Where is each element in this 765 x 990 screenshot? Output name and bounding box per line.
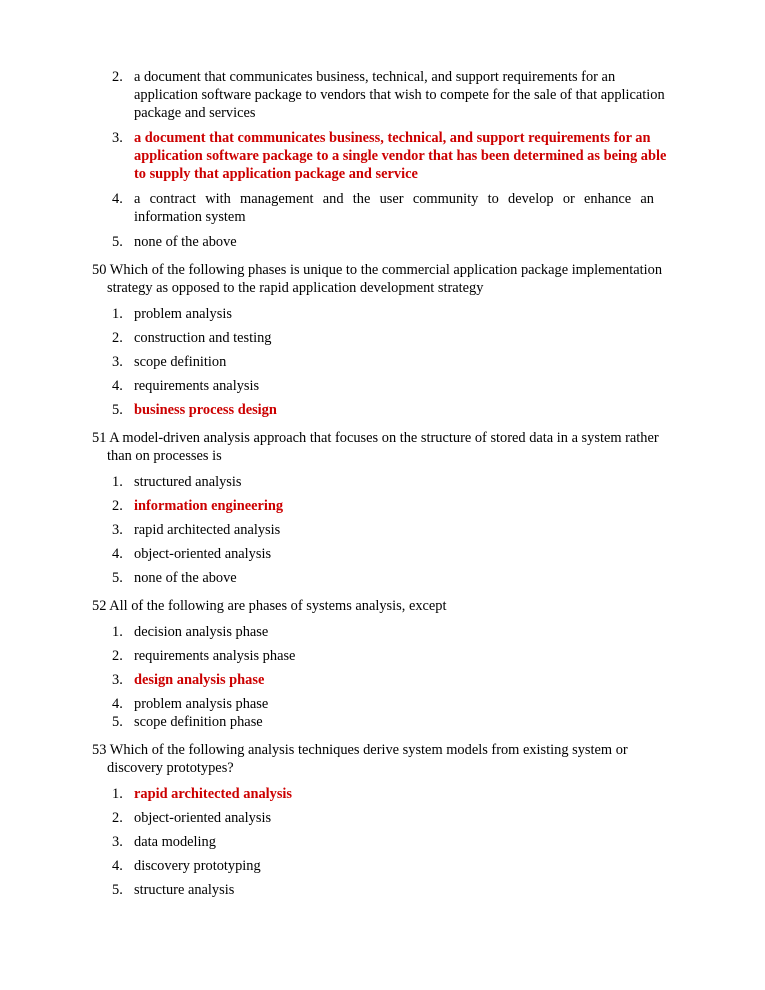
option-item <box>92 569 670 587</box>
option-marker: 5. <box>112 714 123 730</box>
option-marker: 4. <box>112 378 123 394</box>
option-marker: 3. <box>112 672 123 688</box>
option-item <box>92 833 670 851</box>
option-item <box>92 713 670 731</box>
option-text: design analysis phase <box>134 672 265 688</box>
option-list <box>92 305 670 419</box>
option-marker: 3. <box>112 354 123 370</box>
option-marker: 1. <box>112 474 123 490</box>
option-list <box>92 785 670 899</box>
option-item <box>92 233 670 251</box>
spacer <box>92 122 670 129</box>
option-text: information engineering <box>134 498 284 514</box>
option-item <box>92 305 670 323</box>
continued-question-options-2 <box>92 129 670 183</box>
option-text: requirements analysis <box>134 378 260 394</box>
option-marker: 2. <box>112 648 123 664</box>
option-marker: 5. <box>112 882 123 898</box>
option-text: problem analysis phase <box>134 696 269 712</box>
question-text: Which of the following phases is unique to the commercial application package implementation strategy as opposed to the rapid application development strategy <box>107 262 663 296</box>
option-text: problem analysis <box>134 306 232 322</box>
question-52 <box>92 597 670 731</box>
option-item <box>92 377 670 395</box>
option-marker: 5. <box>112 402 123 418</box>
spacer <box>92 251 670 261</box>
option-text: data modeling <box>134 834 216 850</box>
option-item <box>92 623 670 641</box>
option-item <box>92 129 670 183</box>
question-number: 50 <box>92 262 107 278</box>
option-text: object-oriented analysis <box>134 546 272 562</box>
option-text: structured analysis <box>134 474 242 490</box>
option-marker: 3. <box>112 130 123 146</box>
question-53 <box>92 741 670 899</box>
option-text: object-oriented analysis <box>134 810 272 826</box>
option-marker: 5. <box>112 234 123 250</box>
option-marker: 4. <box>112 546 123 562</box>
question-number: 53 <box>92 742 107 758</box>
question-stem <box>92 741 667 777</box>
question-number: 51 <box>92 430 107 446</box>
option-text: scope definition phase <box>134 714 263 730</box>
option-list <box>92 473 670 587</box>
spacer <box>92 183 670 190</box>
option-item <box>92 521 670 539</box>
option-item <box>92 401 670 419</box>
option-marker: 1. <box>112 786 123 802</box>
question-51 <box>92 429 670 587</box>
option-text: structure analysis <box>134 882 235 898</box>
option-item <box>92 68 670 122</box>
option-marker: 3. <box>112 834 123 850</box>
option-item <box>92 881 670 899</box>
option-text: decision analysis phase <box>134 624 269 640</box>
option-text: a contract with management and the user community to develop or enhance an information system <box>134 191 654 225</box>
option-text: requirements analysis phase <box>134 648 296 664</box>
question-stem <box>92 261 667 297</box>
option-text: a document that communicates business, technical, and support requirements for an application software package to a single vendor that has been determined as being able to supply that application package and service <box>134 130 667 182</box>
question-stem <box>92 597 667 615</box>
question-text: All of the following are phases of systems analysis, except <box>109 598 447 614</box>
option-item <box>92 473 670 491</box>
continued-question-options-3 <box>92 190 670 226</box>
continued-question-options-4 <box>92 233 670 251</box>
option-marker: 3. <box>112 522 123 538</box>
option-marker: 4. <box>112 696 123 712</box>
continued-question-options <box>92 68 670 122</box>
option-list <box>92 623 670 731</box>
option-marker: 4. <box>112 191 123 207</box>
option-text: none of the above <box>134 570 237 586</box>
option-marker: 1. <box>112 624 123 640</box>
option-marker: 2. <box>112 330 123 346</box>
option-item <box>92 857 670 875</box>
option-item <box>92 329 670 347</box>
question-50 <box>92 261 670 419</box>
option-item <box>92 545 670 563</box>
question-stem <box>92 429 667 465</box>
option-marker: 2. <box>112 810 123 826</box>
option-item <box>92 671 670 689</box>
option-text: rapid architected analysis <box>134 786 293 802</box>
question-text: A model-driven analysis approach that focuses on the structure of stored data in a system rather than on processes is <box>107 430 659 464</box>
option-marker: 4. <box>112 858 123 874</box>
option-item <box>92 695 670 713</box>
option-item <box>92 809 670 827</box>
option-text: a document that communicates business, technical, and support requirements for an application software package to vendors that wish to compete for the sale of that application package and services <box>134 69 665 121</box>
option-text: business process design <box>134 402 277 418</box>
spacer <box>92 587 670 597</box>
option-text: rapid architected analysis <box>134 522 281 538</box>
spacer <box>92 731 670 741</box>
option-marker: 2. <box>112 69 123 85</box>
option-item <box>92 647 670 665</box>
option-text: none of the above <box>134 234 237 250</box>
option-text: discovery prototyping <box>134 858 261 874</box>
question-text: Which of the following analysis techniques derive system models from existing system or discovery prototypes? <box>107 742 628 776</box>
option-item <box>92 353 670 371</box>
spacer <box>92 226 670 233</box>
option-text: scope definition <box>134 354 227 370</box>
option-marker: 2. <box>112 498 123 514</box>
question-number: 52 <box>92 598 107 614</box>
spacer <box>92 419 670 429</box>
option-marker: 1. <box>112 306 123 322</box>
option-item <box>92 497 670 515</box>
option-item <box>92 785 670 803</box>
option-item <box>92 190 654 226</box>
option-marker: 5. <box>112 570 123 586</box>
option-text: construction and testing <box>134 330 272 346</box>
